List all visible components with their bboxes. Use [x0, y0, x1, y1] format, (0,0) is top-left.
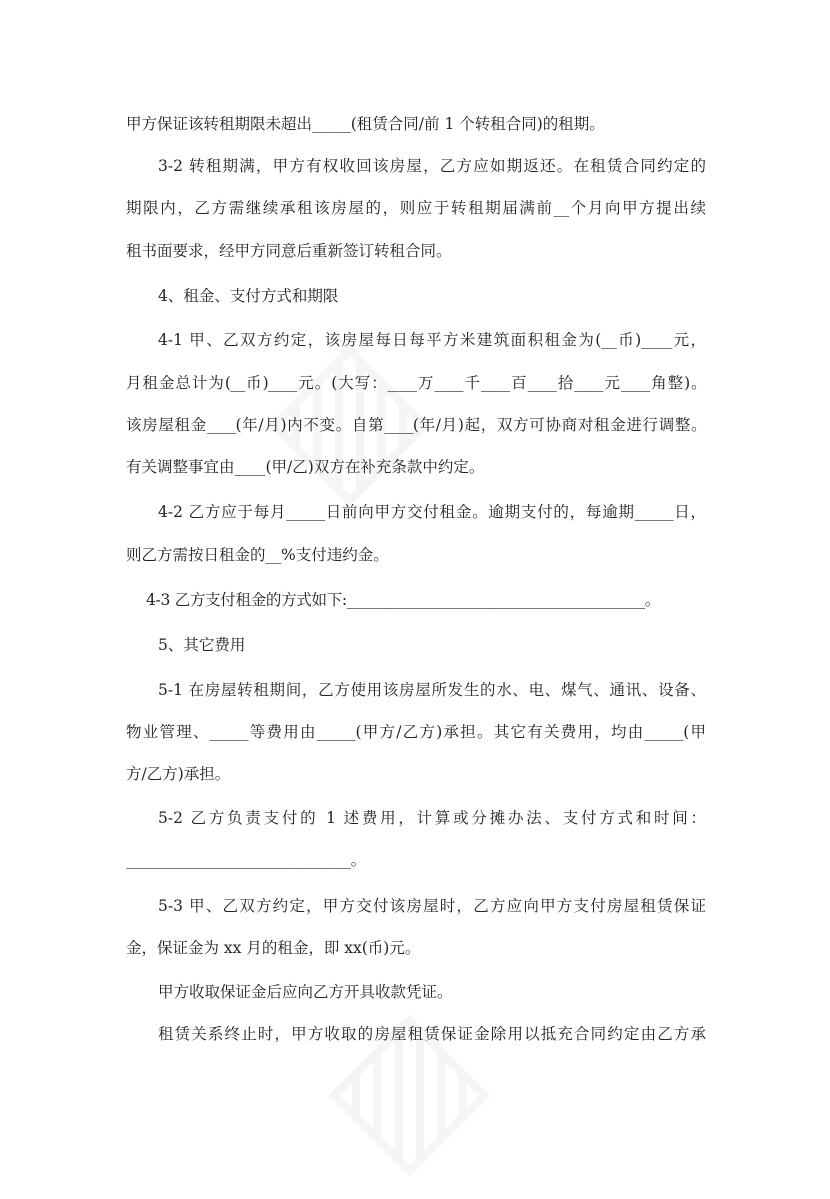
clause-4-1: 4-1 甲、乙双方约定，该房屋每日每平方米建筑面积租金为(__币)____元， [158, 331, 706, 349]
clause-3-2: 3-2 转租期满，甲方有权收回该房屋，乙方应如期返还。在租赁合同约定的 [158, 157, 706, 175]
clause-4-2: 4-2 乙方应于每月_____日前向甲方交付租金。逾期支付的，每逾期_____日， [158, 503, 706, 521]
watermark [289, 975, 512, 1198]
clause-4-3: 4-3 乙方支付租金的方式如下:________________________________________。 [146, 591, 661, 609]
clause-5-2: 5-2 乙方负责支付的 1 述费用，计算或分摊办法、支付方式和时间： [158, 809, 706, 827]
paragraph-line: 则乙方需按日租金的__%支付违约金。 [126, 546, 389, 564]
paragraph-line: 租赁关系终止时，甲方收取的房屋租赁保证金除用以抵充合同约定由乙方承 [158, 1025, 706, 1043]
paragraph-line: 甲方收取保证金后应向乙方开具收款凭证。 [158, 983, 453, 1001]
paragraph-line: 甲方保证该转租期限未超出_____(租赁合同/前 1 个转租合同)的租期。 [126, 115, 605, 133]
clause-5-1: 5-1 在房屋转租期间，乙方使用该房屋所发生的水、电、煤气、通讯、设备、 [158, 681, 706, 699]
paragraph-line: 有关调整事宜由____(甲/乙)双方在补充条款中约定。 [126, 458, 485, 476]
paragraph-line: 金，保证金为 xx 月的租金，即 xx(币)元。 [126, 939, 421, 957]
paragraph-line: 租书面要求，经甲方同意后重新签订转租合同。 [126, 242, 452, 260]
paragraph-line: 方/乙方)承担。 [126, 765, 231, 783]
paragraph-line: 期限内，乙方需继续承租该房屋的，则应于转租期届满前__个月向甲方提出续 [126, 199, 706, 217]
section-heading-4: 4、租金、支付方式和期限 [158, 287, 339, 305]
clause-5-3: 5-3 甲、乙双方约定，甲方交付该房屋时，乙方应向甲方支付房屋租赁保证 [158, 897, 706, 915]
paragraph-line: 该房屋租金____(年/月)内不变。自第____(年/月)起，双方可协商对租金进行调整。 [126, 416, 706, 434]
paragraph-line: 月租金总计为(__币)____元。(大写：____万____千____百____拾____元____角整)。 [126, 374, 706, 392]
blank-line: _____________________________。 [126, 851, 367, 869]
paragraph-line: 物业管理、_____等费用由_____(甲方/乙方)承担。其它有关费用，均由_____(甲 [126, 723, 706, 741]
section-heading-5: 5、其它费用 [158, 636, 246, 654]
